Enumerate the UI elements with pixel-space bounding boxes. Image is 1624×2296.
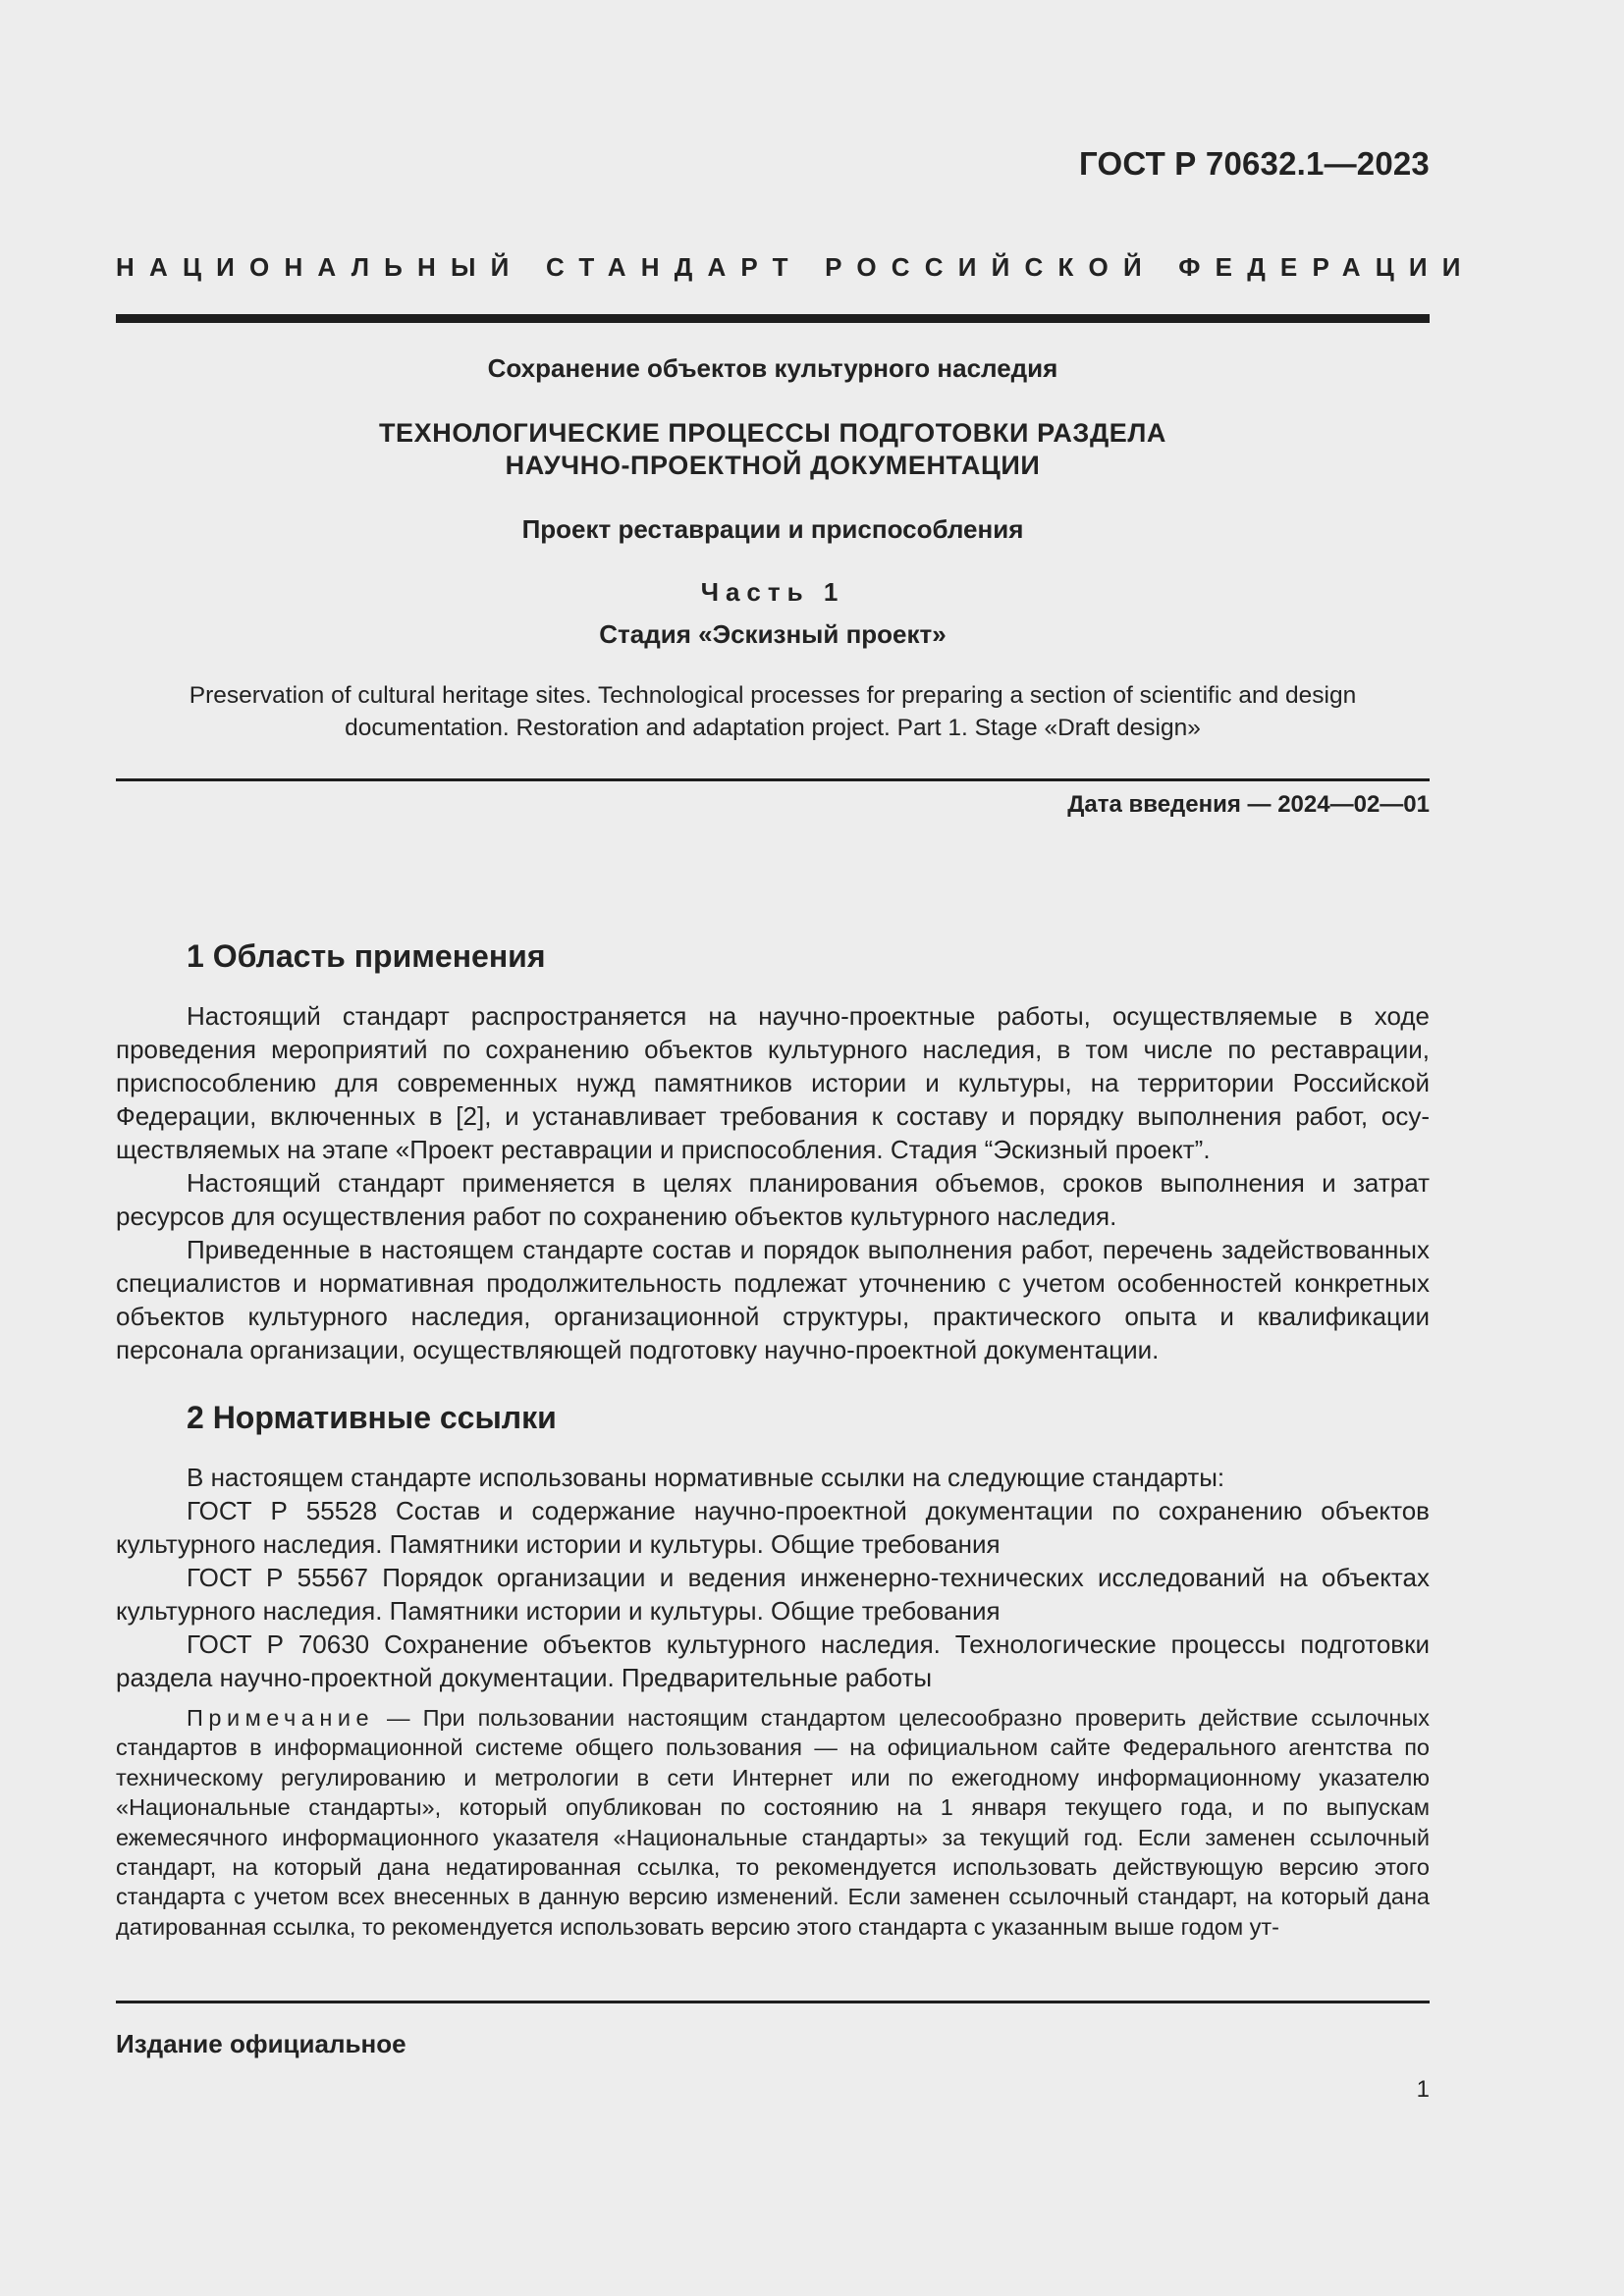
note-label: Примечание [187,1705,375,1731]
official-edition-label: Издание официальное [116,2029,406,2058]
reference-item: ГОСТ Р 70630 Сохранение объектов культурного наследия. Технологические процессы подготовки раздела научно-проектной документации. Предварительные работы [116,1629,1430,1692]
section-2-title: 2 Нормативные ссылки [187,1400,557,1435]
section-1-title: 1 Область применения [187,938,546,974]
page-number: 1 [1416,2076,1430,2103]
header-divider [116,314,1430,323]
introduction-date: Дата введения — 2024—02—01 [1067,791,1430,818]
title-divider [116,778,1430,781]
main-title-line1: ТЕХНОЛОГИЧЕСКИЕ ПРОЦЕССЫ ПОДГОТОВКИ РАЗДЕЛА [378,418,1167,448]
note-paragraph [116,1703,1430,1942]
english-title [116,679,1430,744]
part-title: Часть 1 [700,577,845,607]
document-page [116,0,1476,2296]
reference-item: ГОСТ Р 55528 Состав и содержание научно-проектной документации по сохранению объектов культурного наследия. Памятники истории и культуры. Общие требования [116,1496,1430,1559]
english-title-line1: Preservation of cultural heritage sites. Technological processes for preparing a section of scientific and design [189,682,1357,709]
project-title: Проект реставрации и приспособления [521,514,1024,544]
paragraph: Приведенные в настоящем стандарте состав и порядок выполнения работ, перечень задействованных специалистов и нормативная продолжительность подлежат уточнению с учетом особенностей конкретных объектов культурного наследия, организационной структуры, практического опыта и квалификации персонала организации, осуществляющей подготовку научно-проектной документации. [116,1235,1430,1364]
english-title-line2: documentation. Restoration and adaptation project. Part 1. Stage «Draft design» [345,715,1201,741]
note-text: — При пользовании настоящим стандартом целесообразно проверить действие ссылочных стандартов в информационной системе общего пользования — на официальном сайте Федерального агентства по техническому регулированию и метрологии в сети Интернет или по ежегодному информационному указателю «Национальные стандарты», который опубликован по состоянию на 1 января текущего года, и по выпускам ежемесячного информационного указателя «Национальные стандарты» за текущий год. Если заменен ссылочный стандарт, на который дана недатированная ссылка, то рекомендуется использовать действующую версию этого стандарта с учетом всех внесенных в данную версию изменений. Если заменен ссылочный стандарт, на который дана датированная ссылка, то рекомендуется использовать версию этого стандарта с указанным выше годом ут- [116,1705,1430,1940]
national-standard-heading: НАЦИОНАЛЬНЫЙ СТАНДАРТ РОССИЙСКОЙ ФЕДЕРАЦИИ [116,252,1476,282]
subject-title: Сохранение объектов культурного наследия [487,353,1058,383]
main-title-line2: НАУЧНО-ПРОЕКТНОЙ ДОКУМЕНТАЦИИ [505,451,1041,480]
paragraph: Настоящий стандарт распространяется на научно-проектные работы, осуществляемые в ходе проведения мероприятий по сохранению объектов культурного наследия, в том числе по реставрации, приспособлению для современных нужд памятников истории и культуры, на территории Российской Федерации, включенных в [2], и устанавливает требования к составу и порядку выполнения работ, осуществляемых на этапе «Проект реставрации и приспособления. Стадия “Эскизный проект”. [116,1001,1430,1164]
reference-item: ГОСТ Р 55567 Порядок организации и ведения инженерно-технических исследований на объектах культурного наследия. Памятники истории и культуры. Общие требования [116,1563,1430,1626]
document-code: ГОСТ Р 70632.1—2023 [1079,145,1430,182]
section-1-body [116,999,1430,1366]
footer-divider [116,2001,1430,2003]
main-title [116,417,1430,482]
section-2-body [116,1461,1430,1694]
paragraph: В настоящем стандарте использованы нормативные ссылки на следующие стандарты: [187,1463,1225,1492]
stage-title: Стадия «Эскизный проект» [599,619,947,649]
paragraph: Настоящий стандарт применяется в целях планирования объемов, сроков выполнения и затрат ресурсов для осуществления работ по сохранению объектов культурного наследия. [116,1168,1430,1231]
